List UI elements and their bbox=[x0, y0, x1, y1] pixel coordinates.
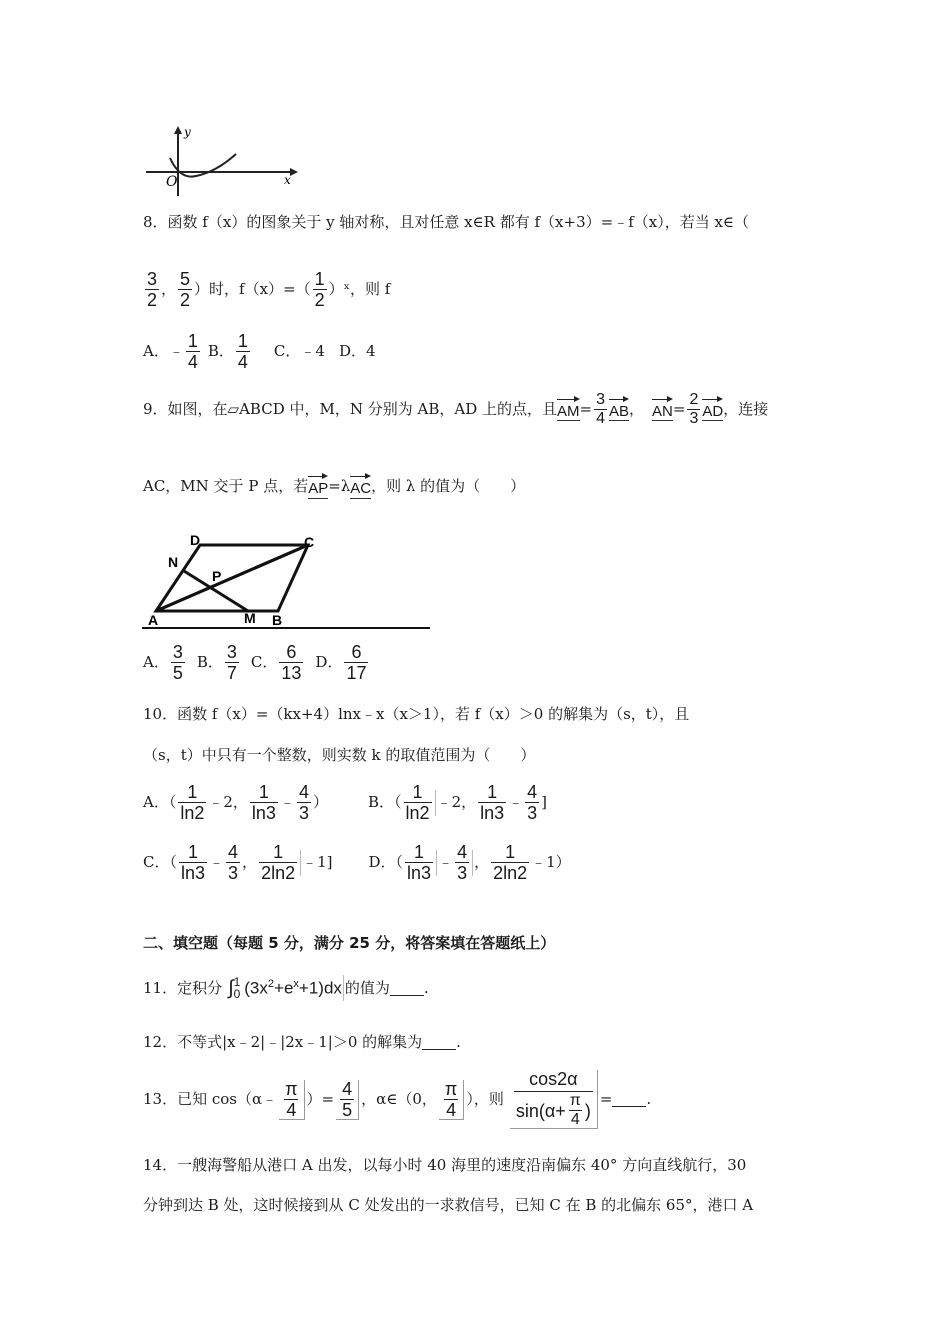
integral-sign: ∫ bbox=[228, 977, 234, 999]
q13-pi-frac: $\frac{\pi}{4}$ bbox=[279, 1080, 304, 1120]
q13-mid: ）= bbox=[306, 1090, 335, 1108]
q13-val-frac: $\frac{4}{5}$ bbox=[336, 1080, 359, 1120]
q8-option-d: D．4 bbox=[338, 342, 376, 360]
q10-line2 bbox=[143, 748, 535, 763]
label-c: C bbox=[304, 534, 315, 550]
q14-line2 bbox=[143, 1198, 753, 1213]
q10-b-t2: ﹣ bbox=[508, 793, 524, 811]
q9-option-d-frac: $\frac{6}{17}$ bbox=[346, 642, 367, 683]
q8-option-b-label: B． bbox=[207, 342, 234, 360]
q9-option-d-label: D． bbox=[315, 653, 343, 671]
q9-line2-end: ，则 λ 的值为（ ） bbox=[371, 477, 526, 496]
q8-options bbox=[143, 332, 376, 371]
q8-option-c: C．﹣4 bbox=[273, 342, 325, 360]
q10-d-bar2 bbox=[472, 850, 473, 876]
vector-ap: AP bbox=[308, 475, 328, 499]
q9-text-end: ，连接 bbox=[723, 400, 769, 418]
q9-frac-3-4: $\frac{3}{4}$ bbox=[596, 391, 605, 427]
q13-big-num: cos2α bbox=[529, 1069, 578, 1089]
q10-b-f3: $\frac{4}{3}$ bbox=[527, 782, 538, 823]
q13-eq: = bbox=[599, 1090, 613, 1108]
q10-d-f2: $\frac{4}{3}$ bbox=[457, 842, 468, 883]
q13-answer-blank[interactable] bbox=[612, 1092, 646, 1107]
q13-start: 13．已知 cos（α﹣ bbox=[143, 1090, 278, 1108]
q10-options-cd bbox=[143, 843, 571, 882]
q10-a-t2: ﹣ bbox=[279, 793, 295, 811]
q9-option-c-label: C． bbox=[250, 653, 278, 671]
label-b: B bbox=[272, 612, 283, 628]
q10-d-f3: $\frac{1}{2\ln 2}$ bbox=[493, 842, 528, 883]
q8-frac-b: $\frac{5}{2}$ bbox=[180, 269, 191, 310]
q9-line1 bbox=[143, 392, 768, 427]
q9-eq-1: = bbox=[579, 400, 593, 418]
parallelogram-figure bbox=[140, 533, 430, 633]
q10-b-t1: ﹣2， bbox=[436, 793, 477, 811]
q10-c-f2: $\frac{4}{3}$ bbox=[228, 842, 239, 883]
q10-b-end: ] bbox=[541, 793, 548, 811]
q13-then: ），则 bbox=[466, 1090, 504, 1108]
q11-line bbox=[143, 975, 429, 1001]
q9-option-a-frac: $\frac{3}{5}$ bbox=[172, 642, 183, 683]
q13-big-frac bbox=[510, 1070, 598, 1129]
q9-option-c-frac: $\frac{6}{13}$ bbox=[281, 642, 302, 683]
q9-text-start: 9．如图，在▱ABCD 中，M，N 分别为 AB，AD 上的点，且 bbox=[143, 400, 557, 418]
q8-tail: ）ˣ，则 f bbox=[328, 280, 391, 298]
q11-dot: . bbox=[423, 978, 429, 997]
q10-d-t1: ﹣ bbox=[438, 853, 454, 871]
q9-eq-2: = bbox=[672, 400, 686, 418]
integrand: $(3x^2+e^x+1)dx$ bbox=[244, 978, 342, 998]
q10-c-t1: ﹣ bbox=[209, 853, 225, 871]
q14-text-1: 14．一艘海警船从港口 A 出发，以每小时 40 海里的速度沿南偏东 40° 方向直线航行，30 bbox=[143, 1156, 747, 1174]
q9-option-a-label: A． bbox=[143, 653, 169, 671]
q10-c-f1: $\frac{1}{\ln 3}$ bbox=[180, 842, 206, 883]
q12-text: 12．不等式|x﹣2|﹣|2x﹣1|＞0 的解集为 bbox=[143, 1033, 423, 1051]
label-m: M bbox=[244, 610, 256, 626]
q8-frac-a: $\frac{3}{2}$ bbox=[147, 269, 158, 310]
q10-option-b-label: B．（ bbox=[368, 793, 402, 811]
q9-option-b-frac: $\frac{3}{7}$ bbox=[226, 642, 237, 683]
q10-b-f2: $\frac{1}{\ln 3}$ bbox=[480, 782, 505, 823]
q10-d-end: ﹣1） bbox=[531, 853, 571, 871]
q10-line1 bbox=[143, 707, 689, 722]
label-d: D bbox=[190, 533, 201, 548]
q10-c-bar bbox=[300, 850, 301, 876]
section-2-heading: 二、填空题（每题 5 分，满分 25 分，将答案填在答题纸上） bbox=[143, 934, 556, 952]
q11-end: 的值为 bbox=[344, 978, 390, 997]
q9-line2 bbox=[143, 475, 525, 499]
q10-a-f1: $\frac{1}{\ln 2}$ bbox=[180, 782, 205, 823]
vector-an: AN bbox=[652, 398, 673, 422]
q9-lambda: =λ bbox=[328, 477, 351, 496]
q12-answer-blank[interactable] bbox=[422, 1035, 456, 1050]
integral-upper: 1 bbox=[233, 975, 241, 989]
q13-line bbox=[143, 1070, 651, 1129]
q13-pi-frac-2: $\frac{\pi}{4}$ bbox=[439, 1080, 464, 1120]
q14-text-2: 分钟到达 B 处，这时候接到从 C 处发出的一求救信号，已知 C 在 B 的北偏东 65°，港口 A bbox=[143, 1196, 754, 1214]
q11-bar bbox=[343, 975, 344, 1001]
q13-big-den: sin(α+ $\frac{\pi}{4}$ ) bbox=[515, 1092, 591, 1128]
q10-b-f1: $\frac{1}{\ln 2}$ bbox=[405, 782, 430, 823]
label-p: P bbox=[212, 568, 222, 584]
q11-text: 11．定积分 bbox=[143, 978, 223, 997]
q8-option-b-frac: $\frac{1}{4}$ bbox=[237, 331, 248, 372]
q10-a-end: ） bbox=[312, 793, 328, 811]
q8-option-a-label: A．﹣ bbox=[143, 342, 184, 360]
q8-option-a-frac: $\frac{1}{4}$ bbox=[187, 331, 198, 372]
q10-text-2: （s，t）中只有一个整数，则实数 k 的取值范围为（ ） bbox=[143, 746, 536, 764]
q10-c-t2: ， bbox=[242, 853, 258, 871]
q12-dot: . bbox=[456, 1033, 461, 1051]
vector-am: AM bbox=[557, 398, 580, 422]
label-n: N bbox=[168, 554, 179, 570]
q10-d-t2: ， bbox=[474, 853, 490, 871]
q10-c-f3: $\frac{1}{2\ln 2}$ bbox=[261, 842, 296, 883]
graph-x-label: x bbox=[284, 173, 291, 187]
q10-d-f1: $\frac{1}{\ln 3}$ bbox=[407, 842, 432, 883]
q10-a-f2: $\frac{1}{\ln 3}$ bbox=[251, 782, 276, 823]
q10-a-f3: $\frac{4}{3}$ bbox=[298, 782, 309, 823]
vector-ab: AB bbox=[609, 398, 629, 422]
q8-line2 bbox=[143, 270, 390, 309]
q14-line1 bbox=[143, 1158, 746, 1173]
integral-limits bbox=[234, 976, 241, 1000]
q13-alpha-in: ，α∈（0， bbox=[361, 1090, 437, 1108]
graph-y-label: y bbox=[184, 125, 191, 139]
label-a: A bbox=[148, 612, 159, 628]
q9-comma: ， bbox=[629, 400, 645, 418]
q10-option-d-label: D．（ bbox=[368, 853, 404, 871]
q10-a-t1: ﹣2， bbox=[208, 793, 248, 811]
function-graph bbox=[140, 120, 300, 200]
q10-b-bar bbox=[435, 790, 436, 816]
q13-dot: . bbox=[646, 1090, 652, 1108]
q10-options-ab bbox=[143, 783, 547, 822]
q9-frac-2-3: $\frac{2}{3}$ bbox=[689, 391, 699, 427]
q8-comma: ， bbox=[161, 280, 177, 298]
q8-line1 bbox=[143, 215, 749, 230]
q8-mid: ）时，f（x）=（ bbox=[194, 280, 311, 298]
q10-option-c-label: C．（ bbox=[143, 853, 177, 871]
integral-lower: 0 bbox=[233, 987, 241, 1001]
q8-text: 8．函数 f（x）的图象关于 y 轴对称，且对任意 x∈R 都有 f（x+3）=﹣f（x），若当 x∈（ bbox=[143, 213, 750, 231]
q10-d-bar1 bbox=[436, 850, 437, 876]
q9-option-b-label: B． bbox=[196, 653, 223, 671]
vector-ad: AD bbox=[702, 398, 723, 422]
q10-text-1: 10．函数 f（x）=（kx+4）lnx﹣x（x＞1），若 f（x）＞0 的解集为（s，t），且 bbox=[143, 705, 690, 723]
vector-ac: AC bbox=[350, 475, 371, 499]
graph-origin-label: O bbox=[166, 174, 178, 190]
q9-line2-start: AC，MN 交于 P 点，若 bbox=[143, 477, 309, 496]
q10-c-end: ﹣1] bbox=[302, 853, 333, 871]
q11-answer-blank[interactable] bbox=[390, 981, 424, 996]
q12-line bbox=[143, 1035, 461, 1050]
q10-option-a-label: A．（ bbox=[143, 793, 177, 811]
q9-options bbox=[143, 643, 370, 682]
q8-frac-c: $\frac{1}{2}$ bbox=[314, 269, 325, 310]
